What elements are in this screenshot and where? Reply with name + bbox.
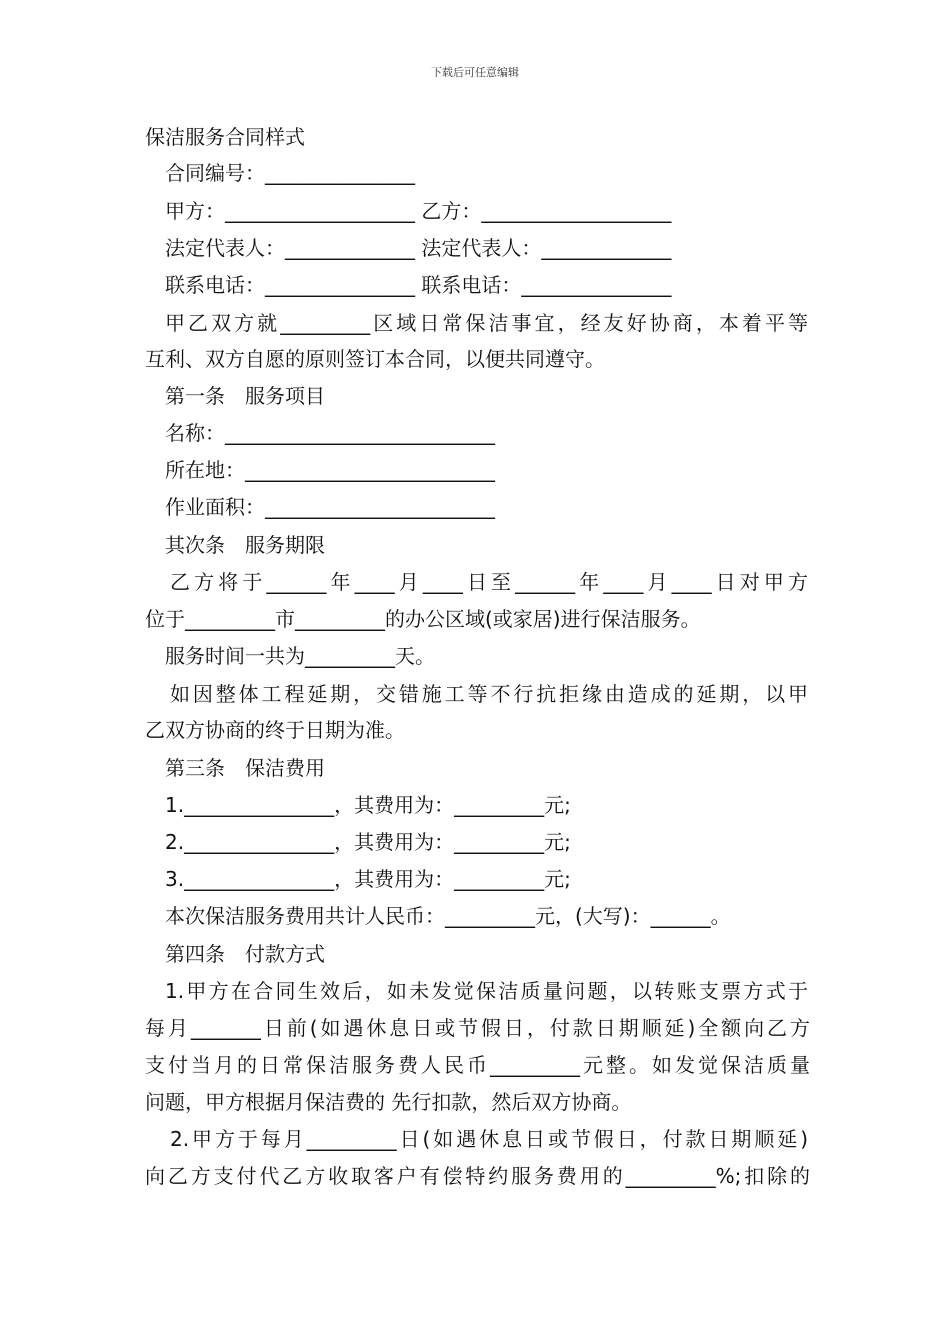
service-period-line-2: 位于_________市_________的办公区域(或家居)进行保洁服务。	[145, 607, 701, 631]
work-area-line: 作业面积：_______________________	[165, 495, 495, 519]
delay-clause-line-2: 乙双方协商的终于日期为准。	[145, 718, 405, 742]
fee-item-2: 2._______________，其费用为：_________元;	[165, 830, 571, 854]
delay-clause-line-1: 如因整体工程延期，交错施工等不行抗拒缘由造成的延期，以甲	[170, 682, 808, 706]
payment-clause-2-line-2: 向乙方支付代乙方收取客户有偿特约服务费用的_________%;扣除的	[145, 1164, 810, 1188]
service-name-line: 名称：___________________________	[165, 421, 495, 445]
contract-number-line: 合同编号：_______________	[165, 161, 415, 185]
party-line: 甲方：___________________ 乙方：___________________	[165, 199, 672, 223]
fee-total-line: 本次保洁服务费用共计人民币：_________元，(大写)：______。	[165, 904, 731, 928]
contact-phone-line: 联系电话：_______________ 联系电话：_______________	[165, 273, 672, 297]
service-period-line-1: 乙方将于______年____月____日至______年____月____日对甲方	[170, 570, 808, 594]
preamble-line-2: 互利、双方自愿的原则签订本合同，以便共同遵守。	[145, 347, 605, 371]
document-title: 保洁服务合同样式	[145, 125, 305, 149]
payment-clause-1-line-1: 1.甲方在合同生效后，如未发觉保洁质量问题，以转账支票方式于	[165, 979, 808, 1003]
service-days-line: 服务时间一共为_________天。	[165, 644, 435, 668]
payment-clause-1-line-3: 支付当月的日常保洁服务费人民币_________元整。如发觉保洁质量	[145, 1053, 810, 1077]
payment-clause-2-line-1: 2.甲方于每月_________日(如遇休息日或节假日，付款日期顺延)	[170, 1127, 808, 1151]
payment-clause-1-line-4: 问题，甲方根据月保洁费的 先行扣款，然后双方协商。	[145, 1090, 632, 1114]
payment-clause-1-line-2: 每月_______日前(如遇休息日或节假日，付款日期顺延)全额向乙方	[145, 1016, 810, 1040]
page-header-note: 下载后可任意编辑	[431, 66, 519, 79]
service-location-line: 所在地：_________________________	[165, 458, 495, 482]
fee-item-1: 1._______________，其费用为：_________元;	[165, 793, 571, 817]
article-4-heading: 第四条 付款方式	[165, 942, 325, 966]
preamble-line-1: 甲乙双方就_________区域日常保洁事宜，经友好协商，本着平等	[165, 311, 808, 335]
article-3-heading: 第三条 保洁费用	[165, 756, 325, 780]
article-1-heading: 第一条 服务项目	[165, 384, 325, 408]
legal-representative-line: 法定代表人：_____________ 法定代表人：_____________	[165, 236, 672, 260]
article-2-heading: 其次条 服务期限	[165, 533, 325, 557]
fee-item-3: 3._______________，其费用为：_________元;	[165, 867, 571, 891]
